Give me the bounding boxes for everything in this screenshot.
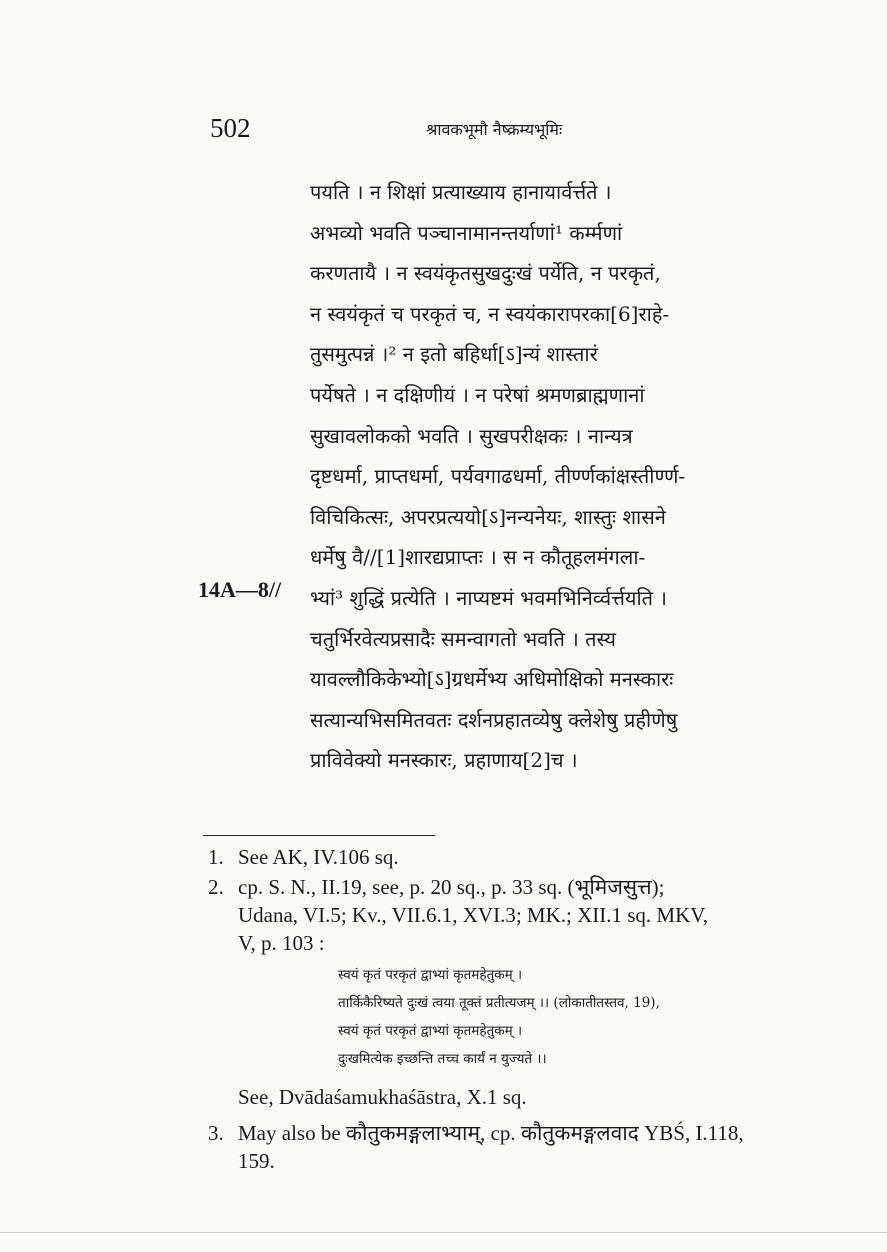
- body-line: अभव्यो भवति पञ्चानामानन्तर्याणां¹ कर्म्मणां: [310, 220, 623, 245]
- body-line: धर्मेषु वै//[1]शारद्यप्राप्तः । स न कौतूहलमंगला-: [310, 545, 646, 570]
- verse-line: स्वयं कृतं परकृतं द्वाभ्यां कृतमहेतुकम् ।: [338, 967, 523, 983]
- body-line: पर्येषते । न दक्षिणीयं । न परेषां श्रमणब्राह्मणानां: [310, 382, 645, 407]
- body-line: भ्यां³ शुद्धिं प्रत्येति । नाप्यष्टमं भवमभिनिर्व्वर्त्तयति ।: [310, 585, 668, 610]
- verse-line: तार्किकैरिष्यते दुःखं त्वया तूक्तं प्रतीत्यजम् ।। (लोकातीतस्तव, 19),: [338, 995, 660, 1011]
- footnote-number: 3.: [208, 1121, 224, 1145]
- footnote-text: See AK, IV.106 sq.: [238, 845, 399, 869]
- body-line: प्राविवेक्यो मनस्कारः, प्रहाणाय[2]च ।: [310, 748, 578, 773]
- sanskrit-body-text: [310, 172, 810, 781]
- verse-line: स्वयं कृतं परकृतं द्वाभ्यां कृतमहेतुकम् ।: [338, 1023, 523, 1039]
- verse-quotation: [338, 961, 808, 1073]
- body-line: दृष्टधर्मा, प्राप्तधर्मा, पर्यवगाढधर्मा, तीर्ण्णकांक्षस्तीर्ण्ण-: [310, 464, 686, 489]
- footnote-2: [208, 873, 808, 957]
- body-line: न स्वयंकृतं च परकृतं च, न स्वयंकारापरका[6]राहे-: [310, 301, 670, 326]
- footnote-line: Udana, VI.5; Kv., VII.6.1, XVI.3; MK.; XII.1 sq. MKV,: [238, 903, 708, 927]
- page-bottom-edge: [0, 1232, 887, 1233]
- running-head: श्रावकभूमौ नैष्क्रम्यभूमिः: [426, 120, 563, 139]
- body-line: चतुर्भिरवेत्यप्रसादैः समन्वागतो भवति । तस्य: [310, 626, 616, 651]
- see-also-reference: See, Dvādaśamukhaśāstra, X.1 sq.: [238, 1085, 527, 1109]
- footnote-number: 1.: [208, 845, 224, 869]
- footnote-line: cp. S. N., II.19, see, p. 20 sq., p. 33 sq. (भूमिजसुत्त);: [238, 875, 665, 899]
- footnote-text: [238, 873, 808, 957]
- footnote-3: [208, 1119, 808, 1175]
- margin-note: 14A—8//: [198, 577, 282, 602]
- footnote-text: [238, 1119, 808, 1175]
- body-line: तुसमुत्पन्नं ।² न इतो बहिर्धा[ऽ]न्यं शास्तारं: [310, 342, 598, 367]
- body-line: सुखावलोकको भवति । सुखपरीक्षकः । नान्यत्र: [310, 423, 633, 448]
- footnote-1: [208, 843, 808, 871]
- page-number: 502: [210, 113, 251, 143]
- footnotes: [208, 843, 808, 1177]
- body-line: विचिकित्सः, अपरप्रत्ययो[ऽ]नन्यनेयः, शास्तुः शासने: [310, 504, 666, 529]
- verse-line: दुःखमित्येक इच्छन्ति तच्च कार्यं न युज्यते ।।: [338, 1051, 547, 1067]
- footnote-line: May also be कौतुकमङ्गलाभ्याम्, cp. कौतुकमङ्गलवाद YBŚ, I.118,: [238, 1121, 744, 1145]
- body-line: सत्यान्यभिसमितवतः दर्शनप्रहातव्येषु क्लेशेषु प्रहीणेषु: [310, 707, 678, 732]
- body-line: करणतायै । न स्वयंकृतसुखदुःखं पर्येति, न परकृतं,: [310, 261, 661, 286]
- footnote-rule: [203, 835, 435, 836]
- body-line: यावल्लौकिकेभ्यो[ऽ]ग्रधर्मेभ्य अधिमोक्षिको मनस्कारः: [310, 667, 674, 692]
- footnote-line: V, p. 103 :: [238, 931, 325, 955]
- body-line: पयति । न शिक्षां प्रत्याख्याय हानायार्वर्त्तते ।: [310, 180, 612, 204]
- footnote-line: 159.: [238, 1149, 275, 1173]
- footnote-number: 2.: [208, 875, 224, 899]
